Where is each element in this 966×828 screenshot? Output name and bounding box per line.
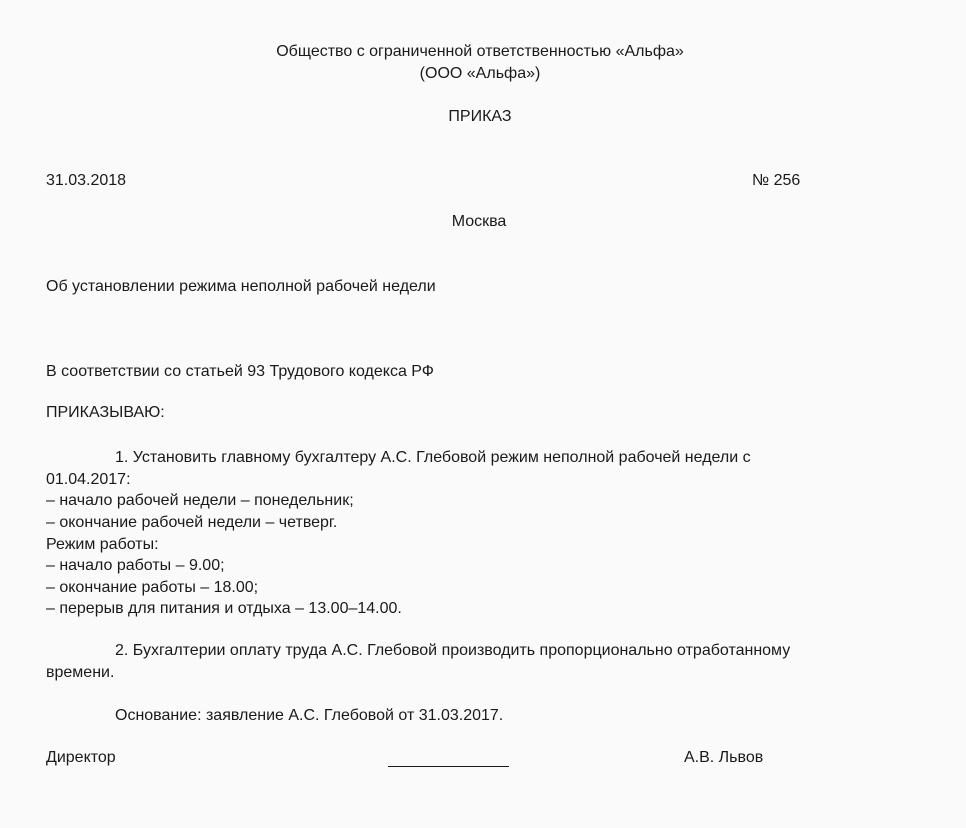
item-1-line: 01.04.2017: <box>46 471 131 488</box>
signature-line <box>388 766 509 767</box>
document-date: 31.03.2018 <box>46 172 127 189</box>
item-1-line: – начало рабочей недели – понедельник; <box>46 492 354 509</box>
order-word: ПРИКАЗЫВАЮ: <box>46 404 165 421</box>
item-1-line: – перерыв для питания и отдыха – 13.00–14.00. <box>46 600 402 617</box>
item-1-line: 1. Установить главному бухгалтеру А.С. Глебовой режим неполной рабочей недели с <box>115 449 751 466</box>
signatory-name: А.В. Львов <box>684 749 764 766</box>
item-1-line: – окончание рабочей недели – четверг. <box>46 514 338 531</box>
item-1-line: Режим работы: <box>46 536 159 553</box>
document-subject: Об установлении режима неполной рабочей недели <box>46 278 436 295</box>
document-type: ПРИКАЗ <box>448 108 512 125</box>
item-2-line: 2. Бухгалтерии оплату труда А.С. Глебовой производить пропорционально отработанному <box>115 642 791 659</box>
basis-statement: Основание: заявление А.С. Глебовой от 31.03.2017. <box>115 707 504 724</box>
legal-basis: В соответствии со статьей 93 Трудового кодекса РФ <box>46 363 434 380</box>
item-1-line: – начало работы – 9.00; <box>46 557 225 574</box>
signatory-position: Директор <box>46 749 116 766</box>
organization-name: Общество с ограниченной ответственностью «Альфа» <box>276 43 684 60</box>
item-2-line: времени. <box>46 664 115 681</box>
document-number: № 256 <box>752 172 801 189</box>
organization-short-name: (ООО «Альфа») <box>419 65 541 82</box>
item-1-line: – окончание работы – 18.00; <box>46 579 259 596</box>
document-city: Москва <box>451 213 507 230</box>
